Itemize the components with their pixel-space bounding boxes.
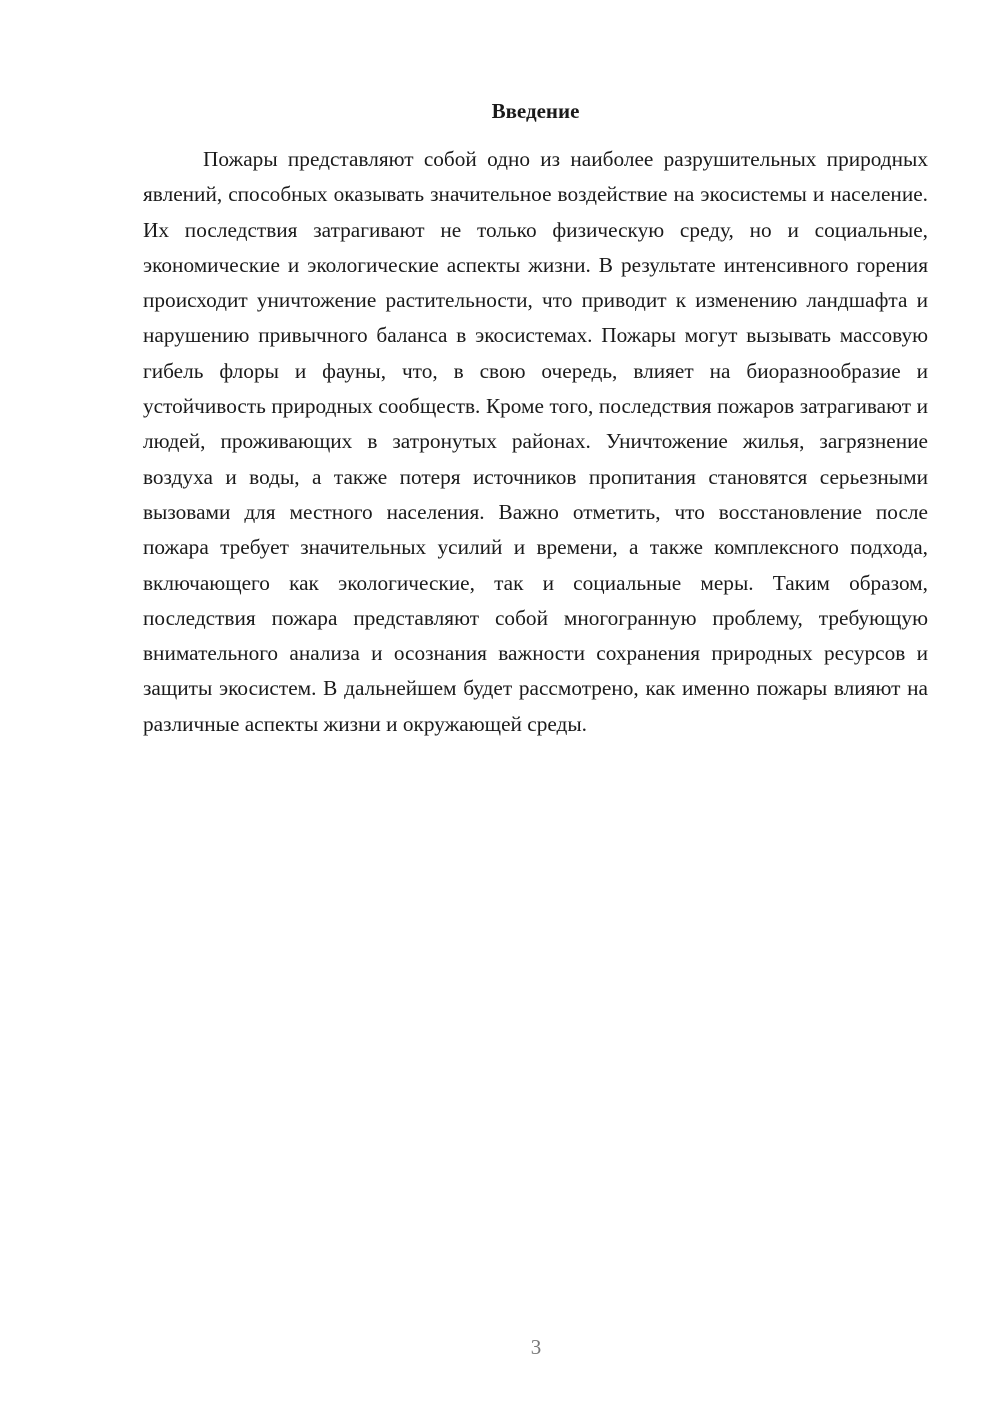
section-heading: Введение: [491, 99, 580, 123]
page-number: 3: [530, 1335, 542, 1359]
body-paragraph: Пожары представляют собой одно из наиболее разрушительных природных явлений, способных оказывать значительное воздействие на экосистемы и население. Их последствия затрагивают не только физическую среду, но и социальные, экономические и экологические аспекты жизни. В результате интенсивного горения происходит уничтожение растительности, что приводит к изменению ландшафта и нарушению привычного баланса в экосистемах. Пожары могут вызывать массовую гибель флоры и фауны, что, в свою очередь, влияет на биоразнообразие и устойчивость природных сообществ. Кроме того, последствия пожаров затрагивают и людей, проживающих в затронутых районах. Уничтожение жилья, загрязнение воздуха и воды, а также потеря источников пропитания становятся серьезными вызовами для местного населения. Важно отметить, что восстановление после пожара требует значительных усилий и времени, а также комплексного подхода, включающего как экологические, так и социальные меры. Таким образом, последствия пожара представляют собой многогранную проблему, требующую внимательного анализа и осознания важности сохранения природных ресурсов и защиты экосистем. В дальнейшем будет рассмотрено, как именно пожары влияют на различные аспекты жизни и окружающей среды.: [143, 147, 928, 736]
